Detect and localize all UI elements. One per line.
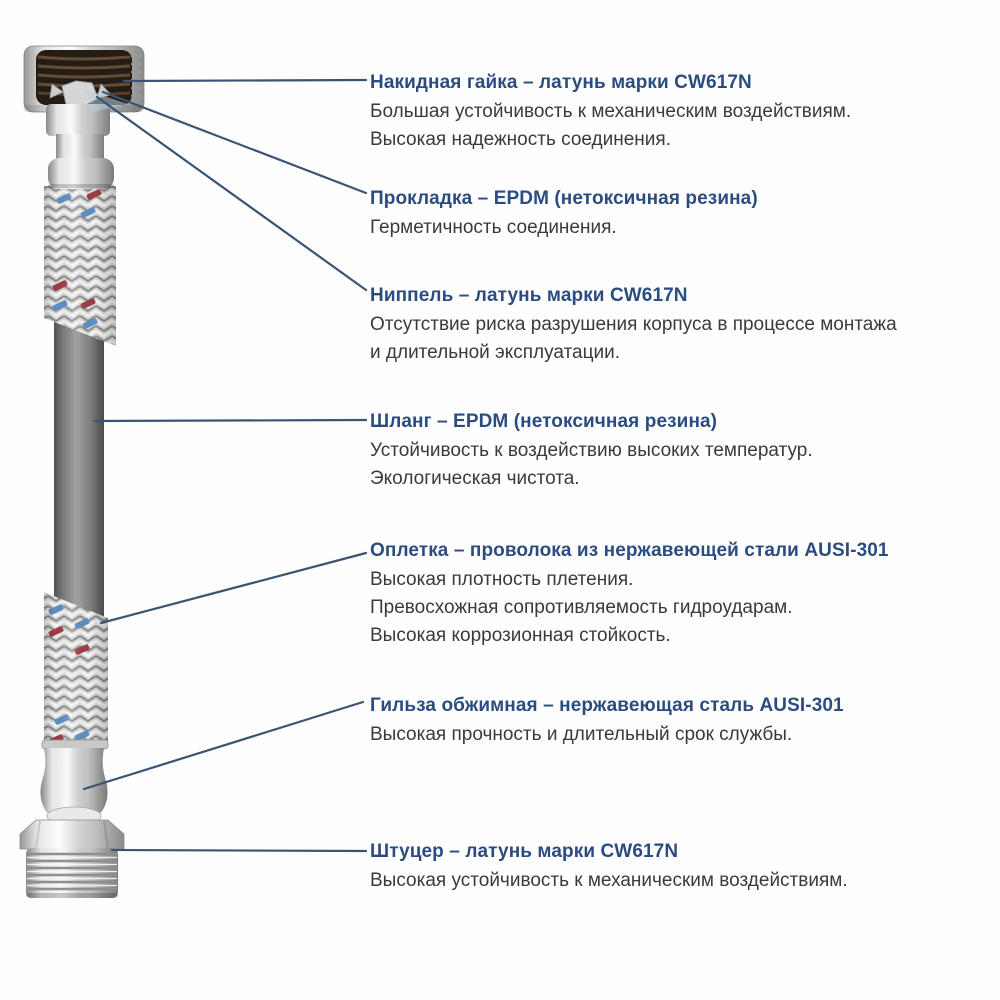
callout-line-sleeve — [84, 702, 363, 789]
label-gasket-line: Герметичность соединения. — [370, 217, 617, 238]
label-braid-title: Оплетка – проволока из нержавеющей стали AUSI-301 — [370, 540, 889, 561]
callout-line-fitting — [112, 850, 366, 851]
callout-line-hose — [95, 420, 366, 421]
label-fitting-title: Штуцер – латунь марки CW617N — [370, 841, 679, 862]
label-gasket-title: Прокладка – EPDM (нетоксичная резина) — [370, 188, 758, 209]
label-hose-line: Экологическая чистота. — [370, 468, 580, 489]
label-nipple-line: и длительной эксплуатации. — [370, 342, 621, 363]
callout-line-gasket — [103, 92, 366, 193]
nut — [24, 46, 144, 112]
callout-line-nipple — [97, 97, 366, 290]
label-nut-line: Высокая надежность соединения. — [370, 129, 671, 150]
label-braid-line: Высокая плотность плетения. — [370, 569, 634, 590]
label-sleeve-line: Высокая прочность и длительный срок службы. — [370, 724, 793, 745]
braid-upper — [44, 186, 116, 346]
nipple-neck — [46, 104, 114, 189]
label-fitting-line: Высокая устойчивость к механическим воздействиям. — [370, 870, 848, 891]
callout-lines — [84, 80, 366, 851]
label-sleeve-title: Гильза обжимная – нержавеющая сталь AUSI-301 — [370, 695, 844, 716]
callout-line-braid — [101, 553, 366, 623]
fitting-threads — [26, 848, 118, 898]
hose-epdm-tube — [54, 298, 104, 628]
label-gasket — [370, 186, 990, 242]
label-nut-title: Накидная гайка – латунь марки CW617N — [370, 72, 752, 93]
label-hose-line: Устойчивость к воздействию высоких температур. — [370, 440, 813, 461]
label-nipple-title: Ниппель – латунь марки CW617N — [370, 285, 688, 306]
label-braid-line: Высокая коррозионная стойкость. — [370, 625, 671, 646]
braid-lower — [44, 592, 108, 747]
label-hose — [370, 409, 990, 493]
label-nipple-line: Отсутствие риска разрушения корпуса в процессе монтажа — [370, 314, 897, 335]
label-nipple — [370, 283, 990, 367]
label-braid-line: Превосхожная сопротивляемость гидроударам. — [370, 597, 793, 618]
label-braid — [370, 538, 990, 650]
label-hose-title: Шланг – EPDM (нетоксичная резина) — [370, 411, 718, 432]
label-nut-line: Большая устойчивость к механическим воздействиям. — [370, 101, 852, 122]
fitting-hex — [20, 820, 124, 849]
label-sleeve — [370, 693, 990, 749]
label-fitting — [370, 839, 990, 895]
callout-line-nut — [124, 80, 366, 81]
crimp-sleeve — [40, 740, 108, 825]
label-nut — [370, 70, 990, 154]
